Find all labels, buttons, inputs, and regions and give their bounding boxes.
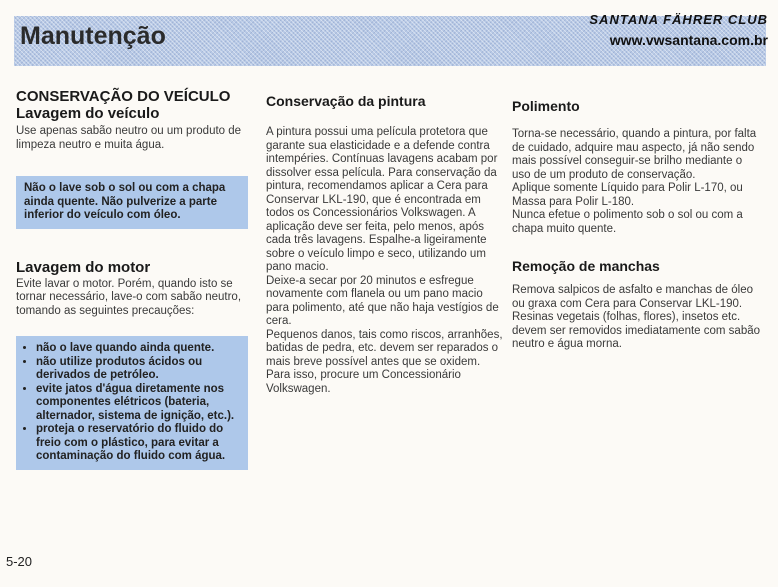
paint-para-1: A pintura possui uma película protetora que garante sua elasticidade e a defende contra intempéries. Contínuas lavagens acabam por dissolver essa película. Para conservação da pintura, recomendamos aplicar a Cera para Conservar LKL-190, que é encontrada em todos os Concessionários Volkswagen. A aplicação deve ser feita, pelo menos, após cada três lavagens. Espalhe-a ligeiramente sobre o veículo limpo e seco, utilizando um pano macio.	[266, 126, 498, 273]
polish-title: Polimento	[512, 98, 580, 114]
precaution-item: • não o lave quando ainda quente.	[36, 342, 240, 356]
club-name: SANTANA FÄHRER CLUB	[589, 12, 768, 27]
wash-warning-text: Não o lave sob o sol ou com a chapa ainda quente. Não pulverize a parte inferior do veículo com óleo.	[24, 182, 226, 221]
polish-para-3: Nunca efetue o polimento sob o sol ou com a chapa muito quente.	[512, 209, 743, 235]
wash-title: Lavagem do veículo	[16, 105, 160, 122]
stain-para-1: Remova salpicos de asfalto e manchas de óleo ou graxa com Cera para Conservar LKL-190.	[512, 284, 754, 310]
website-link[interactable]: www.vwsantana.com.br	[609, 32, 768, 48]
precaution-item: • evite jatos d'água diretamente nos componentes elétricos (bateria, alternador, sistema de ignição, etc.).	[36, 383, 240, 424]
page-title: Manutenção	[20, 22, 166, 50]
stain-para-2: Resinas vegetais (folhas, flores), insetos etc. devem ser removidos imediatamente com sabão neutro e água morna.	[512, 311, 761, 350]
engine-text: Evite lavar o motor. Porém, quando isto se tornar necessário, lave-o com sabão neutro, tomando as seguintes precauções:	[16, 277, 242, 317]
stain-title: Remoção de manchas	[512, 258, 660, 274]
paint-title: Conservação da pintura	[266, 93, 426, 109]
paint-para-2: Deixe-a secar por 20 minutos e esfregue novamente com flanela ou um pano macio para polimento, até que não haja vestígios de cera.	[266, 274, 499, 327]
page-number: 5-20	[6, 554, 33, 569]
polish-para-1: Torna-se necessário, quando a pintura, por falta de cuidado, adquire mau aspecto, já não sendo mais possível conseguir-se brilho mediante o uso de um produto de conservação.	[512, 128, 757, 181]
polish-para-2: Aplique somente Líquido para Polir L-170, ou Massa para Polir L-180.	[512, 182, 743, 208]
paint-para-3: Pequenos danos, tais como riscos, arranhões, batidas de pedra, etc. devem ser reparados o mais breve possível antes que se oxidem. Para isso, procure um Concessionário Volkswagen.	[266, 328, 503, 395]
engine-precautions-box	[16, 336, 248, 470]
section-title: CONSERVAÇÃO DO VEÍCULO	[16, 88, 231, 105]
precaution-item: • proteja o reservatório do fluido do freio com o plástico, para evitar a contaminação do fluido com água.	[36, 423, 240, 464]
wash-text: Use apenas sabão neutro ou um produto de limpeza neutro e muita água.	[16, 125, 242, 151]
column-washing	[16, 89, 248, 470]
precaution-item: • não utilize produtos ácidos ou derivados de petróleo.	[36, 356, 240, 383]
engine-title: Lavagem do motor	[16, 258, 151, 276]
column-polish	[512, 98, 760, 352]
column-paint	[266, 93, 504, 396]
wash-warning-box	[16, 176, 248, 229]
